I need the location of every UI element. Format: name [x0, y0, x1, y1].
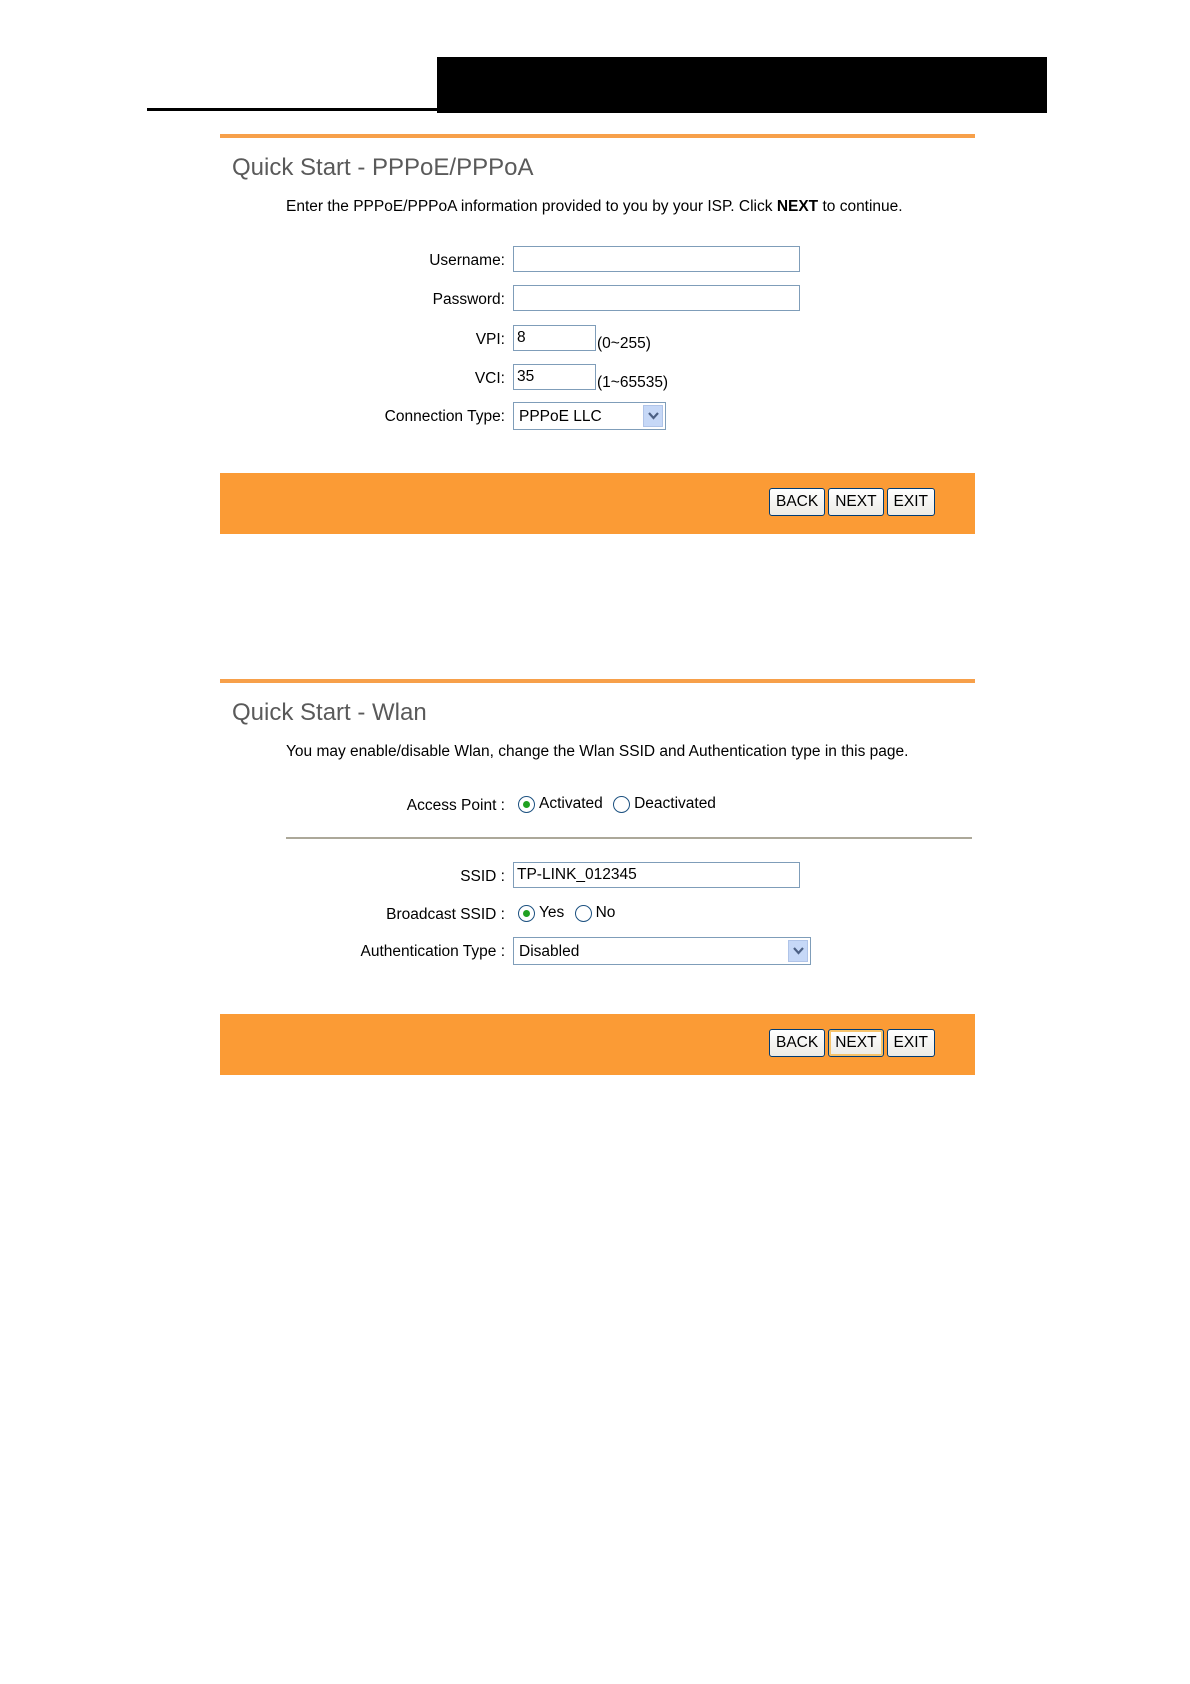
panel-top-line: [220, 679, 975, 683]
page-title: Quick Start - Wlan: [232, 699, 427, 726]
vci-hint: (1~65535): [597, 374, 669, 391]
intro-text: You may enable/disable Wlan, change the Wlan SSID and Authentication type in this page.: [286, 743, 909, 760]
wlan-buttons: [769, 1029, 935, 1057]
intro-text-post: to continue.: [818, 198, 903, 215]
panel-top-line: [220, 134, 975, 138]
access-point-deactivated-radio[interactable]: [613, 796, 630, 813]
intro-text-bold: NEXT: [776, 198, 819, 215]
access-point-label: Access Point :: [406, 797, 505, 814]
vpi-hint: (0~255): [597, 335, 651, 352]
access-point-activated-radio[interactable]: [518, 796, 535, 813]
username-label: Username:: [429, 252, 505, 269]
vpi-row: [220, 325, 975, 355]
access-point-radios: [518, 795, 722, 813]
ssid-input[interactable]: TP-LINK_012345: [513, 862, 800, 888]
password-row: [220, 285, 975, 315]
connection-type-label: Connection Type:: [384, 408, 505, 425]
vpi-input[interactable]: 8: [513, 325, 596, 351]
wlan-panel: [220, 679, 975, 1079]
ssid-row: [220, 862, 975, 892]
broadcast-no-radio[interactable]: [575, 905, 592, 922]
password-input[interactable]: [513, 285, 800, 311]
broadcast-ssid-radios: [518, 904, 621, 922]
auth-type-label: Authentication Type :: [360, 943, 505, 960]
auth-type-row: [220, 937, 975, 967]
intro-text: [286, 198, 903, 216]
access-point-row: [220, 791, 975, 821]
exit-button[interactable]: EXIT: [887, 1029, 935, 1057]
broadcast-ssid-row: [220, 900, 975, 930]
page-title: Quick Start - PPPoE/PPPoA: [232, 154, 534, 181]
ssid-label: SSID :: [460, 868, 505, 885]
section-divider: [286, 837, 972, 839]
vci-input[interactable]: 35: [513, 364, 596, 390]
back-button[interactable]: BACK: [769, 488, 825, 516]
broadcast-ssid-label: Broadcast SSID :: [386, 906, 505, 923]
password-label: Password:: [432, 291, 505, 308]
access-point-activated-label: Activated: [539, 795, 603, 812]
pppoe-button-bar: [220, 473, 975, 534]
chevron-down-icon[interactable]: [788, 940, 808, 962]
back-button[interactable]: BACK: [769, 1029, 825, 1057]
auth-type-select[interactable]: [513, 937, 811, 965]
header-black-block: [437, 57, 1047, 113]
broadcast-no-label: No: [595, 904, 616, 921]
next-button[interactable]: NEXT: [828, 488, 883, 516]
chevron-down-icon[interactable]: [643, 405, 663, 427]
pppoe-panel: [220, 134, 975, 534]
vci-row: [220, 364, 975, 394]
exit-button[interactable]: EXIT: [887, 488, 935, 516]
wlan-button-bar: [220, 1014, 975, 1075]
next-button[interactable]: NEXT: [828, 1029, 883, 1057]
broadcast-yes-label: Yes: [539, 904, 565, 921]
header-rule: [147, 108, 1047, 111]
vpi-label: VPI:: [475, 331, 505, 348]
auth-type-value: Disabled: [519, 943, 580, 960]
broadcast-yes-radio[interactable]: [518, 905, 535, 922]
intro-text-pre: Enter the PPPoE/PPPoA information provided to you by your ISP. Click: [286, 198, 777, 215]
connection-type-value: PPPoE LLC: [519, 408, 602, 425]
username-row: [220, 246, 975, 276]
username-input[interactable]: [513, 246, 800, 272]
connection-type-row: [220, 402, 975, 432]
vci-label: VCI:: [474, 370, 505, 387]
access-point-deactivated-label: Deactivated: [634, 795, 716, 812]
connection-type-select[interactable]: [513, 402, 666, 430]
pppoe-buttons: [769, 488, 935, 516]
